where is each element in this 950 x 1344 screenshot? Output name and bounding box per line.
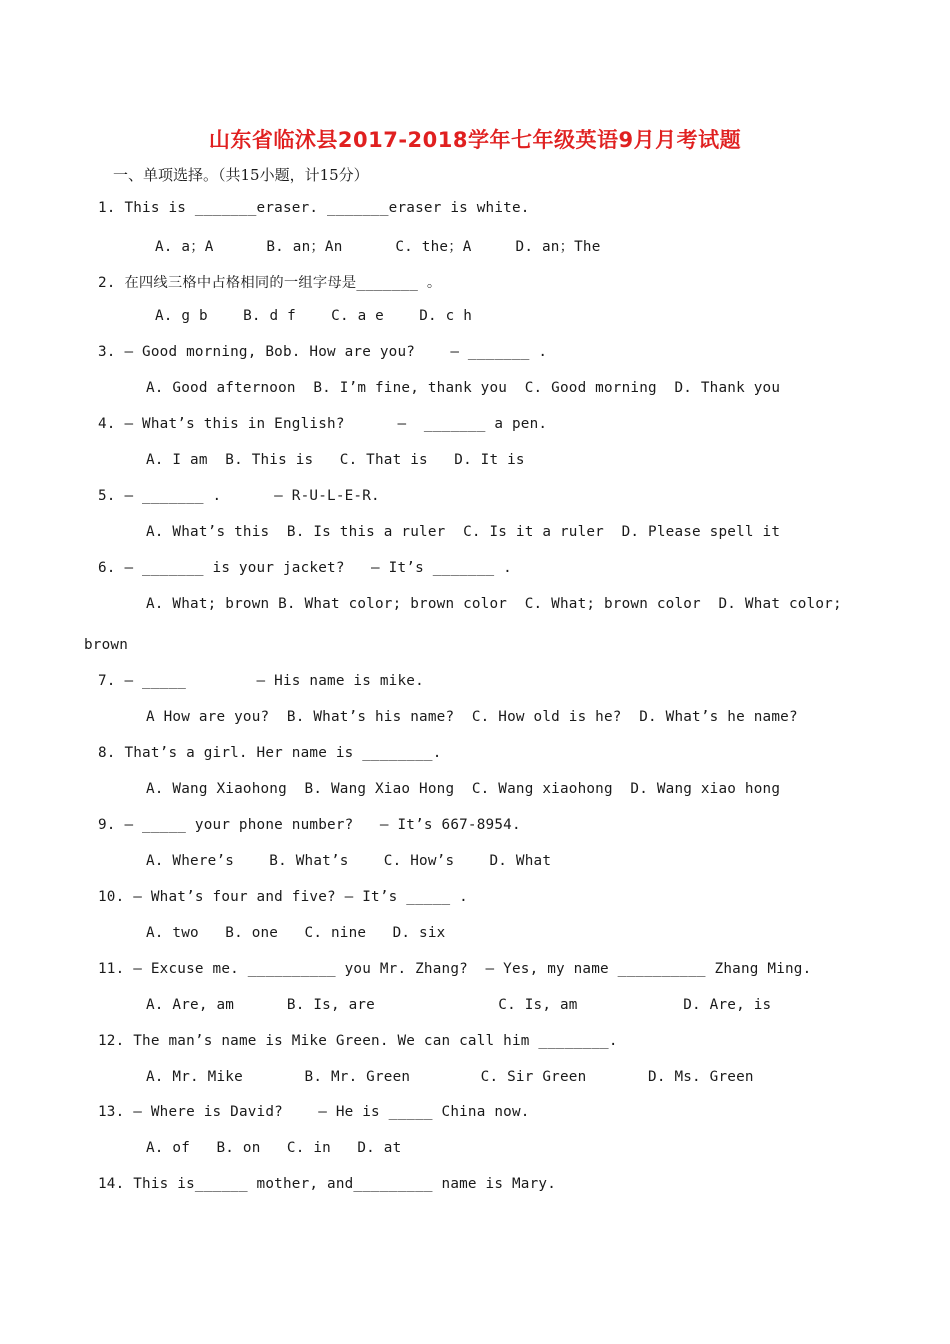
question-text: — Where is David? — He is _____ China now. [133, 1104, 530, 1120]
question-6 [98, 560, 512, 576]
question-number: 10. [98, 889, 125, 905]
page-title: 山东省临沭县2017-2018学年七年级英语9月月考试题 [208, 128, 742, 152]
question-4 [98, 416, 547, 432]
question-3-options: A. Good afternoon B. I’m fine, thank you C. Good morning D. Thank you [146, 380, 781, 396]
question-11-options: A. Are, am B. Is, are C. Is, am D. Are, is [146, 997, 772, 1013]
question-text: — _____ your phone number? — It’s 667-8954. [124, 817, 521, 833]
question-8-options: A. Wang Xiaohong B. Wang Xiao Hong C. Wang xiaohong D. Wang xiao hong [146, 781, 781, 797]
question-7 [98, 673, 424, 689]
question-number: 12. [98, 1033, 125, 1049]
question-2-options: A. g b B. d f C. a e D. c h [155, 308, 473, 324]
section-heading: 一、单项选择。（共15小题，计15分） [113, 166, 369, 184]
question-number: 4. [98, 416, 116, 432]
question-text: The man’s name is Mike Green. We can call him ________. [133, 1033, 618, 1049]
question-number: 1. [98, 200, 116, 216]
question-text: — Excuse me. __________ you Mr. Zhang? — Yes, my name __________ Zhang Ming. [133, 961, 812, 977]
question-9-options: A. Where’s B. What’s C. How’s D. What [146, 853, 552, 869]
question-number: 8. [98, 745, 116, 761]
question-4-options: A. I am B. This is C. That is D. It is [146, 452, 525, 468]
question-text: This is______ mother, and_________ name is Mary. [133, 1176, 557, 1192]
question-number: 3. [98, 344, 116, 360]
question-14 [98, 1176, 556, 1192]
question-number: 6. [98, 560, 116, 576]
question-5 [98, 488, 380, 504]
question-number: 5. [98, 488, 116, 504]
question-12-options: A. Mr. Mike B. Mr. Green C. Sir Green D. Ms. Green [146, 1069, 754, 1085]
question-number: 7. [98, 673, 116, 689]
question-text: This is _______eraser. _______eraser is white. [124, 200, 530, 216]
question-number: 11. [98, 961, 125, 977]
question-number: 14. [98, 1176, 125, 1192]
question-7-options: A How are you? B. What’s his name? C. How old is he? D. What’s he name? [146, 709, 798, 725]
question-text: — _____ — His name is mike. [124, 673, 424, 689]
question-1 [98, 200, 530, 216]
question-3 [98, 344, 547, 360]
question-text: — Good morning, Bob. How are you? — _______ . [124, 344, 548, 360]
question-text: — _______ is your jacket? — It’s _______ . [124, 560, 512, 576]
question-13 [98, 1104, 530, 1120]
question-number: 2. [98, 275, 116, 291]
question-number: 13. [98, 1104, 125, 1120]
question-6-options-continuation: brown [84, 637, 129, 653]
question-text: — What’s four and five? — It’s _____ . [133, 889, 468, 905]
question-6-options: A. What; brown B. What color; brown color C. What; brown color D. What color; [146, 596, 842, 612]
question-2 [98, 272, 441, 292]
question-9 [98, 817, 521, 833]
question-10 [98, 889, 468, 905]
question-12 [98, 1033, 618, 1049]
question-text: 在四线三格中占格相同的一组字母是_______ 。 [124, 275, 442, 291]
question-text: — What’s this in English? — _______ a pen. [124, 416, 548, 432]
question-8 [98, 745, 442, 761]
question-11 [98, 961, 811, 977]
question-13-options: A. of B. on C. in D. at [146, 1140, 402, 1156]
question-10-options: A. two B. one C. nine D. six [146, 925, 446, 941]
question-5-options: A. What’s this B. Is this a ruler C. Is it a ruler D. Please spell it [146, 524, 781, 540]
question-number: 9. [98, 817, 116, 833]
question-text: That’s a girl. Her name is ________. [124, 745, 442, 761]
question-text: — _______ . — R-U-L-E-R. [124, 488, 380, 504]
question-1-options: A. a；A B. an；An C. the；A D. an；The [155, 239, 601, 255]
